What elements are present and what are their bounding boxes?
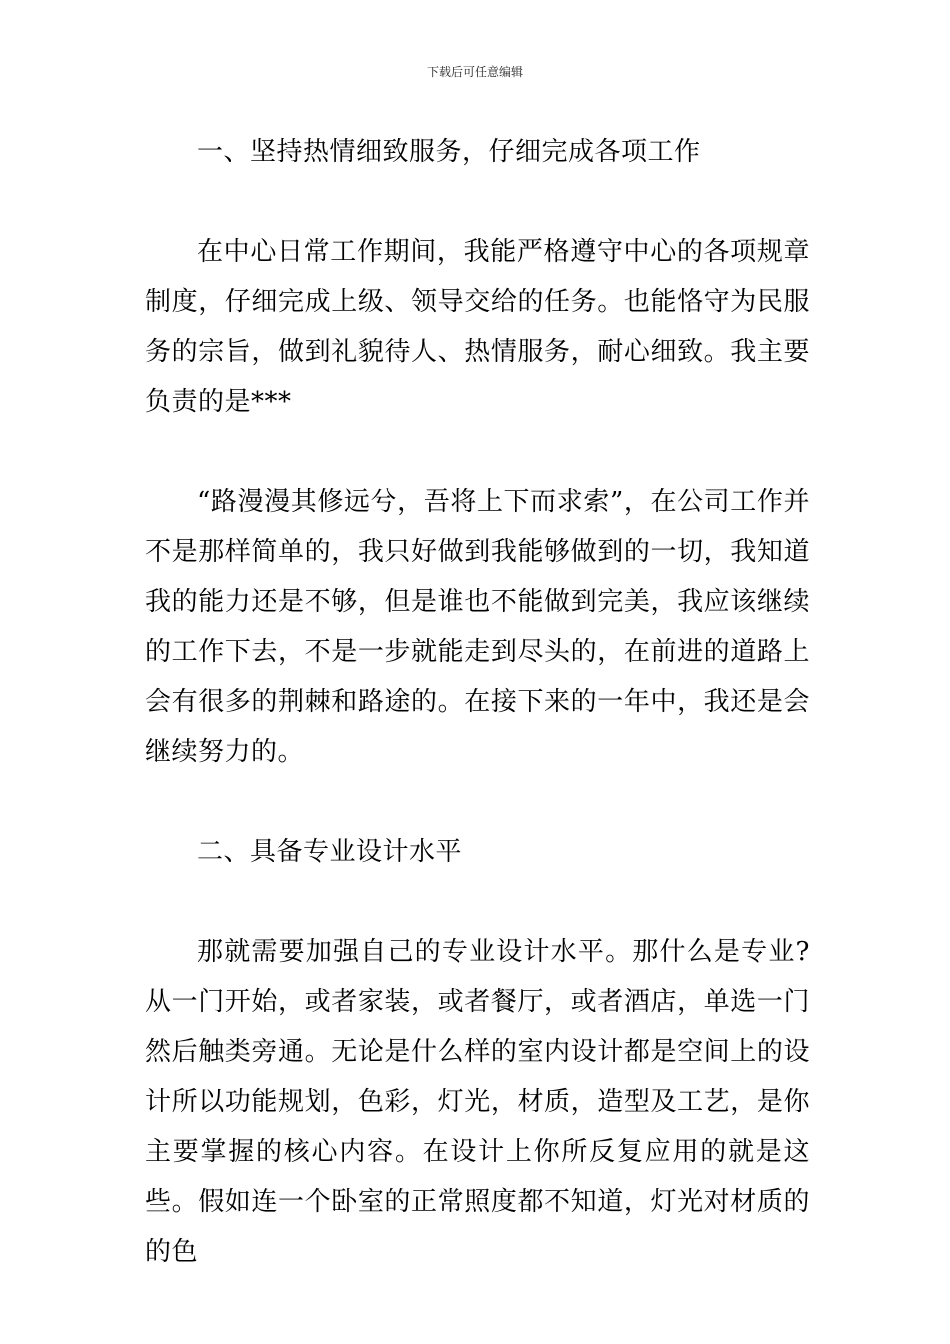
paragraph-3: 那就需要加强自己的专业设计水平。那什么是专业?从一门开始，或者家装，或者餐厅，或者酒店，单选一门然后触类旁通。无论是什么样的室内设计都是空间上的设计所以功能规划，色彩，灯光，材质，造型及工艺，是你主要掌握的核心内容。在设计上你所反复应用的就是这些。假如连一个卧室的正常照度都不知道，灯光对材质的的色 xyxy=(145,937,810,1267)
page-header: 下载后可任意编辑 xyxy=(426,65,523,79)
section-heading-1: 一、坚持热情细致服务，仔细完成各项工作 xyxy=(197,137,701,167)
paragraph-2: “路漫漫其修远兮，吾将上下而求索”，在公司工作并不是那样简单的，我只好做到我能够做到的一切，我知道我的能力还是不够，但是谁也不能做到完美，我应该继续的工作下去，不是一步就能走到尽头的，在前进的道路上会有很多的荆棘和路途的。在接下来的一年中，我还是会继续努力的。 xyxy=(145,487,810,767)
paragraph-1: 在中心日常工作期间，我能严格遵守中心的各项规章制度，仔细完成上级、领导交给的任务。也能恪守为民服务的宗旨，做到礼貌待人、热情服务，耐心细致。我主要负责的是*** xyxy=(145,237,810,417)
section-heading-2: 二、具备专业设计水平 xyxy=(197,837,463,867)
document-body xyxy=(145,127,810,1277)
